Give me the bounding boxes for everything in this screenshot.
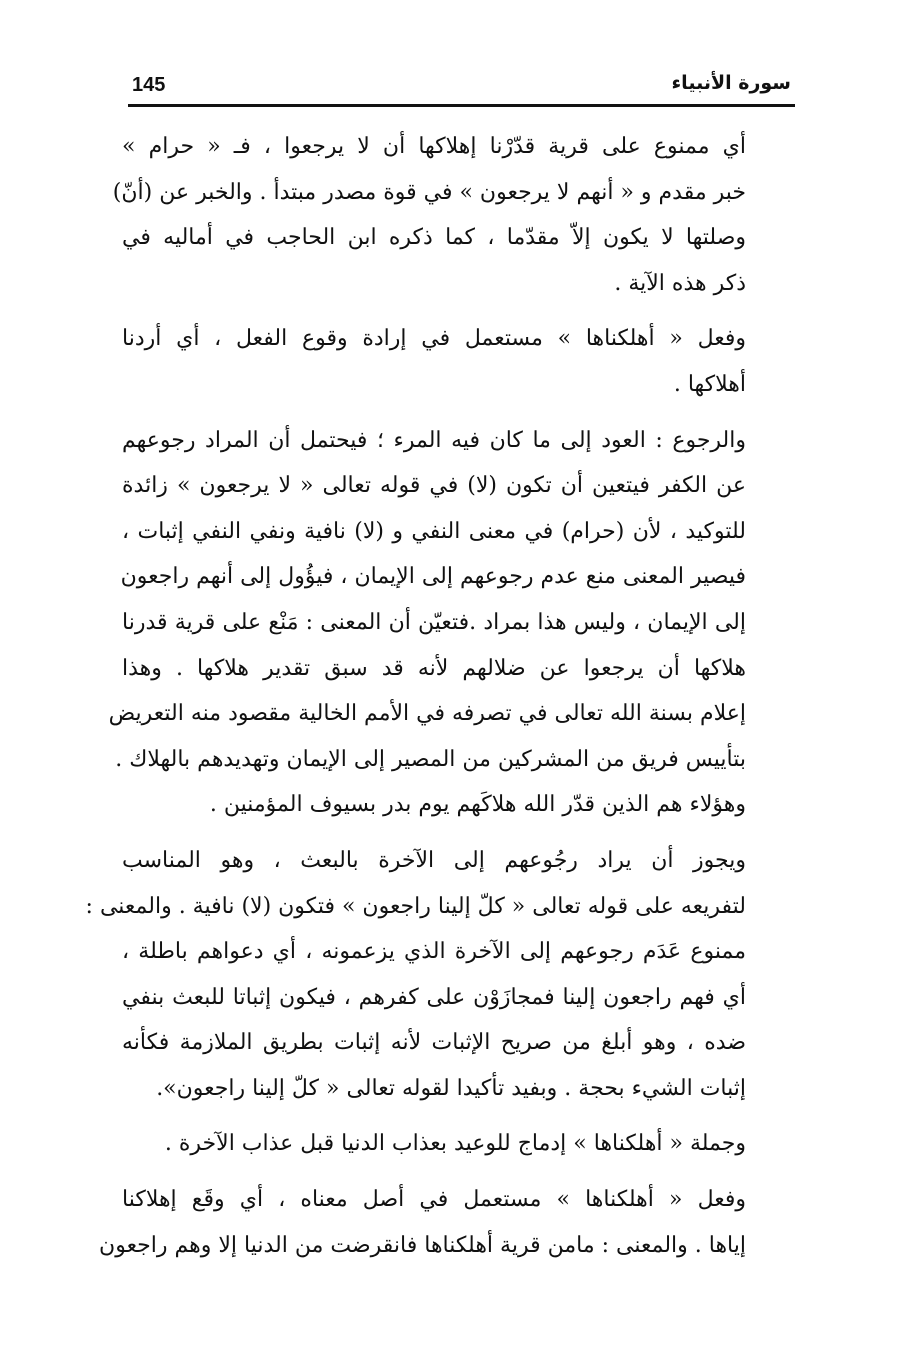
- page-number: 145: [132, 74, 166, 96]
- text-line: بتأييس فريق من المشركين من المصير إلى الإيمان وتهديدهم بالهلاك .: [115, 746, 746, 772]
- text-line: إعلام بسنة الله تعالى في تصرفه في الأمم الخالية مقصود منه التعريض: [108, 701, 746, 727]
- text-line: ممنوع عَدَم رجوعهم إلى الآخرة الذي يزعمونه ، أي دعواهم باطلة ،: [122, 939, 746, 965]
- paragraph-4: [85, 838, 794, 1112]
- text-line: وفعل « أهلكناها » مستعمل في أصل معناه ، أي وقَع إهلاكنا: [122, 1187, 746, 1213]
- text-line: هلاكها أن يرجعوا عن ضلالهم لأنه قد سبق تقدير هلاكها . وهذا: [122, 655, 746, 681]
- text-line: فيصير المعنى منع عدم رجوعهم إلى الإيمان ، فيؤُول إلى أنهم راجعون: [120, 564, 746, 590]
- text-line: ضده ، وهو أبلغ من صريح الإثبات لأنه إثبات بطريق الملازمة فكأنه: [122, 1030, 746, 1056]
- text-line: أي فهم راجعون إلينا فمجازَوْن على كفرهم ، فيكون إثباتا للبعث بنفي: [122, 984, 746, 1010]
- text-line: وهؤلاء هم الذين قدّر الله هلاكَهم يوم بدر بسيوف المؤمنين .: [209, 792, 746, 818]
- paragraph-5: [122, 1121, 794, 1167]
- text-line: ويجوز أن يراد رجُوعهم إلى الآخرة بالبعث ، وهو المناسب: [122, 847, 746, 873]
- paragraph-3: [108, 418, 794, 828]
- text-line: ذكر هذه الآية .: [614, 270, 746, 296]
- text-line: وفعل « أهلكناها » مستعمل في إرادة وقوع الفعل ، أي أردنا: [122, 326, 746, 352]
- text-line: للتوكيد ، لأن (حرام) في معنى النفي و (لا) نافية ونفي النفي إثبات ،: [122, 518, 746, 544]
- text-line: لتفريعه على قوله تعالى « كلّ إلينا راجعون » فتكون (لا) نافية . والمعنى :: [85, 893, 746, 919]
- paragraph-6: [99, 1177, 794, 1268]
- text-line: إثبات الشيء بحجة . وبفيد تأكيدا لقوله تعالى « كلّ إلينا راجعون».: [156, 1075, 746, 1101]
- page-header: [128, 70, 795, 107]
- text-line: خبر مقدم و « أنهم لا يرجعون » في قوة مصدر مبتدأ . والخبر عن (أنّ): [112, 179, 746, 205]
- text-line: وصلتها لا يكون إلاّ مقدّما ، كما ذكره ابن الحاجب في أماليه في: [122, 225, 746, 251]
- paragraph-1: [112, 124, 794, 306]
- text-line: عن الكفر فيتعين أن تكون (لا) في قوله تعالى « لا يرجعون » زائدة: [122, 473, 746, 499]
- running-head-surah-title: سورة الأنبياء: [671, 72, 791, 94]
- text-line: أهلاكها .: [673, 371, 746, 397]
- paragraph-2: [122, 316, 794, 407]
- text-line: وجملة « أهلكناها » إدماج للوعيد بعذاب الدنيا قبل عذاب الآخرة .: [164, 1131, 746, 1157]
- text-line: والرجوع : العود إلى ما كان فيه المرء ؛ فيحتمل أن المراد رجوعهم: [122, 427, 746, 453]
- text-line: إلى الإيمان ، وليس هذا بمراد .فتعيّن أن المعنى : مَنْع على قرية قدرنا: [122, 609, 746, 635]
- text-line: أي ممنوع على قرية قدّرْنا إهلاكها أن لا يرجعوا ، فـ « حرام »: [122, 134, 746, 159]
- text-line: إياها . والمعنى : مامن قرية أهلكناها فانقرضت من الدنيا إلا وهم راجعون: [99, 1232, 746, 1258]
- page-body: [85, 124, 794, 1278]
